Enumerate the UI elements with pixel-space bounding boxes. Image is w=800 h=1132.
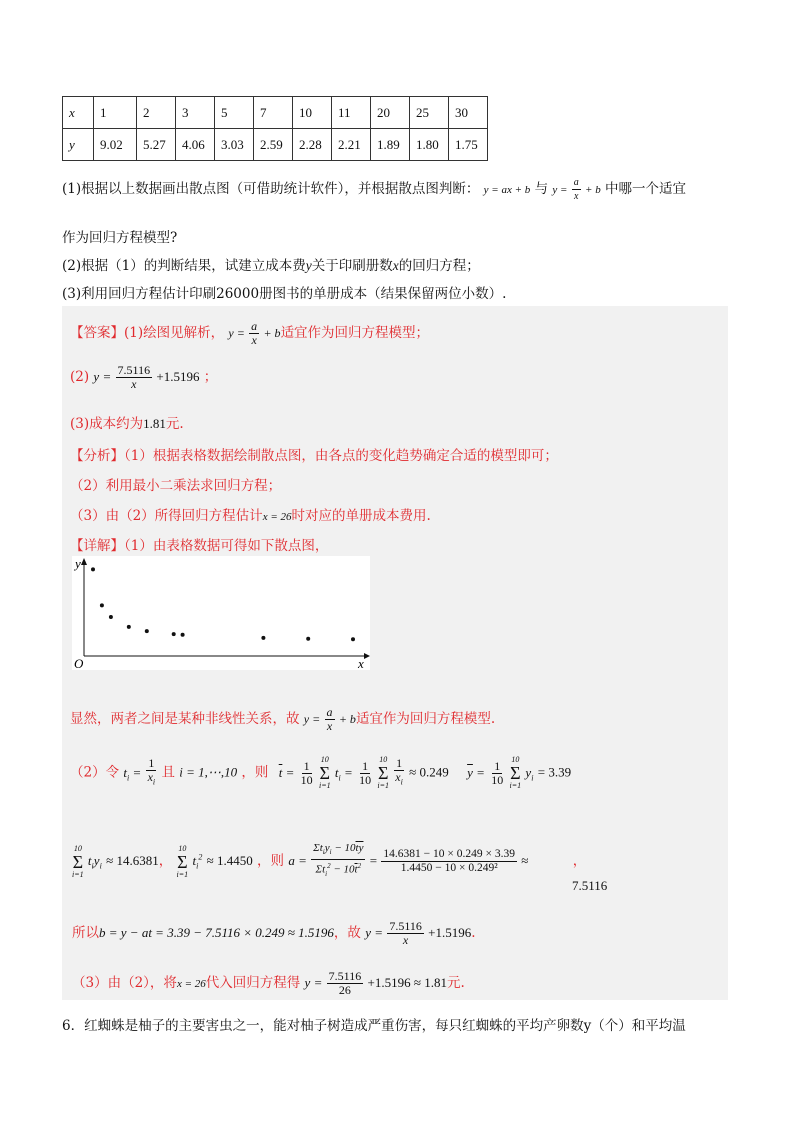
sum-ty-term: $t_iy_i$: [87, 853, 102, 871]
fraction-denominator: 1.4450 − 10 × 0.249²: [400, 862, 498, 875]
sigma-symbol: 10 Σ i=1: [176, 843, 189, 879]
fraction-numerator: 7.5116: [389, 919, 422, 933]
var-y: y: [305, 258, 312, 273]
a-result: 7.5116: [572, 878, 608, 893]
scatter-point: [172, 632, 176, 636]
answer-1-fraction: [249, 320, 259, 347]
sigma-symbol: 10 Σ i=1: [72, 843, 84, 879]
answer-2-rhs: +1.5196: [156, 369, 200, 384]
a-formula-frac: [311, 842, 365, 881]
model-inverse-lhs: y =: [552, 184, 568, 196]
y-cell: 2.59: [254, 129, 293, 161]
tbar-value: ≈ 0.249: [409, 764, 449, 780]
y-cell: 1.80: [410, 129, 449, 161]
question-1-end: 中哪一个适宜: [605, 181, 687, 197]
model-linear: y = ax + b: [483, 184, 531, 196]
step3-y: y =: [304, 975, 323, 990]
question-2-text: (2)根据（1）的判断结果，试建立成本费: [62, 258, 306, 274]
b-equation: b = y − at = 3.39 − 7.5116 × 0.249 ≈ 1.5196: [99, 925, 334, 940]
answer-line-1: [70, 320, 429, 347]
a-numeric-frac: [381, 848, 517, 875]
conclusion-text: 显然，两者之间是某种非线性关系，故: [70, 711, 300, 727]
fraction-denominator: x: [574, 191, 579, 202]
step2-ze: ，则: [241, 764, 269, 781]
answer-1-end: 适宜作为回归方程模型；: [280, 325, 430, 341]
step2-prefix: （2）令: [70, 764, 120, 781]
fraction-denominator: 26: [338, 983, 351, 997]
question-1-text: (1)根据以上数据画出散点图（可借助统计软件），并根据散点图判断：: [62, 181, 480, 197]
analysis-line-3: [70, 504, 431, 524]
fraction-denominator: x: [326, 719, 333, 733]
row-header-y: y: [63, 129, 94, 161]
fraction-denominator: $x_i$: [147, 770, 156, 787]
step3-text: （3）由（2），将: [72, 975, 177, 991]
row-header-x: x: [63, 97, 94, 129]
x-cell: 20: [371, 97, 410, 129]
fraction-denominator: x: [402, 933, 409, 947]
answer-2-fraction: [116, 364, 153, 391]
y-cell: 2.28: [293, 129, 332, 161]
analysis-3-end: 时对应的单册成本费用.: [291, 508, 431, 524]
fraction-denominator: x: [131, 377, 137, 391]
x-cell: 30: [449, 97, 488, 129]
question-1: [62, 176, 686, 203]
analysis-tag: 【分析】: [70, 448, 124, 464]
x-cell: 7: [254, 97, 293, 129]
detail-1-text: （1）由表格数据可得如下散点图，: [124, 538, 329, 554]
scatter-point: [351, 637, 355, 641]
fraction-numerator: 14.6381 − 10 × 0.249 × 3.39: [383, 848, 515, 861]
ti-symbol: $t_i$ =: [123, 764, 142, 783]
y-cell: 5.27: [137, 129, 176, 161]
question-3: (3)利用回归方程估计印刷26000册图书的单册成本（结果保留两位小数）.: [62, 286, 507, 302]
x-axis-arrow: [364, 653, 370, 659]
ti-fraction: [146, 757, 158, 788]
answer-2-y: y =: [93, 369, 112, 384]
a-equals: a =: [288, 853, 307, 869]
analysis-line-2: （2）利用最小二乘法求回归方程；: [70, 478, 282, 494]
sigma-symbol: 10 Σ i=1: [318, 755, 331, 790]
x-cell: 3: [176, 97, 215, 129]
answer-line-3: [70, 412, 184, 432]
scatter-point: [127, 625, 131, 629]
y-axis-label: y: [75, 556, 81, 571]
sum-ty-value: ≈ 14.6381: [106, 853, 159, 869]
y-cell: 1.89: [371, 129, 410, 161]
table-row-x: [63, 97, 488, 129]
answer-3-text: (3)成本约为: [70, 416, 144, 432]
detail-step2-line3: 所以b = y − at = 3.39 − 7.5116 × 0.249 ≈ 1.5196，故 y = $\frac{7.5116}{x}$ +1.5196.: [72, 919, 476, 947]
sigma-symbol: 10 Σ i=1: [377, 755, 389, 790]
step3-x: x = 26: [176, 978, 206, 990]
scatter-point: [261, 636, 265, 640]
detail-step3: [72, 970, 465, 997]
answer-3-value: 1.81: [143, 416, 166, 431]
x-cell: 25: [410, 97, 449, 129]
detail-tag: 【详解】: [70, 538, 124, 554]
sum-t2-value: ≈ 1.4450: [206, 853, 253, 869]
y-axis-arrow: [81, 558, 87, 565]
question-1-line2: 作为回归方程模型?: [62, 230, 178, 246]
conclusion-end: 适宜作为回归方程模型.: [355, 711, 496, 727]
answer-2-end: ；: [203, 369, 218, 385]
analysis-line-1: [70, 444, 558, 464]
analysis-3-text: （3）由（2）所得回归方程估计: [70, 508, 263, 524]
conclusion-model-lhs: y =: [303, 712, 321, 726]
model-inverse-rhs: + b: [585, 184, 601, 196]
scatter-point: [91, 567, 95, 571]
y-cell: 2.21: [332, 129, 371, 161]
x-cell: 5: [215, 97, 254, 129]
step2-range: i = 1,⋯,10: [179, 764, 238, 780]
fraction-denominator: x: [251, 333, 257, 347]
y-cell: 9.02: [94, 129, 137, 161]
fraction-numerator: 7.5116: [328, 969, 362, 983]
tbar-formula: $\overline{t}$ =: [278, 764, 295, 780]
question-1-and: 与: [534, 181, 549, 197]
x-cell: 11: [332, 97, 371, 129]
tbar-ti: $t_i$ =: [334, 764, 353, 783]
table-row-y: [63, 129, 488, 161]
y-cell: 1.75: [449, 129, 488, 161]
detail-step2-line2: 10 Σ i=1 $t_iy_i \approx 14.6381$， 10 Σ i=1 $t_i^2 \approx 1.4450$ ，则 a = $\frac{\Sigma t_iy_i - 10\overline{t}\overline{y}}{\Sigma t_i^2 - 10\overline{t}^2}$ = $\frac{14.6381 - 10 \times 0.249 \times 3.39}{\text{1.4450 − 10 × 0.249²}}$ ≈ ，: [72, 842, 586, 881]
scatter-point: [100, 603, 104, 607]
ybar-yi: $y_i$: [525, 764, 534, 783]
ybar-frac: $\frac{1}{10}$: [491, 758, 504, 787]
fraction-numerator: a: [326, 705, 333, 719]
scatter-points: [91, 567, 355, 641]
scatter-point: [145, 629, 149, 633]
scatter-plot-svg: [72, 556, 370, 670]
step3-end: 元.: [446, 975, 465, 991]
model-inverse-fraction: [572, 176, 581, 203]
data-table: [62, 96, 488, 161]
y-cell: 3.03: [215, 129, 254, 161]
ybar-value: = 3.39: [537, 764, 572, 780]
answer-tag: 【答案】: [70, 325, 124, 341]
answer-1-model-rhs: + b: [263, 326, 281, 340]
step3-frac: [327, 970, 364, 997]
suoyi-text: 所以: [72, 925, 99, 941]
tbar-frac-3: $\frac{1}{x_i}$: [395, 756, 403, 787]
answer-2-prefix: (2): [70, 369, 90, 385]
fraction-numerator: a: [573, 177, 579, 188]
detail-step2-line1: [70, 756, 571, 790]
scatter-point: [181, 633, 185, 637]
fraction-numerator: 7.5116: [117, 363, 151, 377]
ti-t: t: [123, 764, 128, 780]
step2-qie: 且: [161, 764, 175, 781]
x-cell: 10: [293, 97, 332, 129]
analysis-3-x: x = 26: [262, 511, 292, 523]
scatter-point: [109, 615, 113, 619]
question-2: [62, 254, 480, 274]
x-axis-label: x: [358, 656, 364, 670]
detail-line-1: [70, 534, 328, 554]
final-y: y =: [365, 925, 384, 940]
answer-3-end: 元.: [165, 416, 184, 432]
analysis-1-text: （1）根据表格数据绘制散点图，由各点的变化趋势确定合适的模型即可；: [124, 448, 558, 464]
final-rhs: +1.5196: [428, 925, 472, 940]
gu-text: ，故: [333, 925, 361, 941]
var-x: x: [392, 258, 399, 273]
scatter-chart: [72, 556, 370, 670]
step3-rhs: +1.5196 ≈ 1.81: [367, 975, 447, 990]
x-cell: 2: [137, 97, 176, 129]
sum-t2-term: $t_i^2$: [192, 852, 203, 871]
answer-1-text: (1)绘图见解析，: [124, 325, 225, 341]
y-cell: 4.06: [176, 129, 215, 161]
question-2-mid: 关于印刷册数: [311, 258, 393, 274]
step3-mid: 代入回归方程得: [205, 975, 301, 991]
conclusion-fraction: [325, 706, 335, 733]
sigma-symbol: 10 Σ i=1: [509, 755, 522, 790]
answer-line-2: [70, 364, 217, 391]
question-6: 6．红蜘蛛是柚子的主要害虫之一，能对柚子树造成严重伤害，每只红蜘蛛的平均产卵数y（个）和平均温: [62, 1018, 686, 1034]
fraction-denominator: $\Sigma t_i^2 - 10\overline{t}^2$: [315, 862, 362, 879]
detail-conclusion: [70, 706, 495, 733]
ybar-formula: $\overline{y}$ =: [467, 764, 485, 780]
question-2-end: 的回归方程；: [398, 258, 480, 274]
answer-1-model-lhs: y =: [228, 326, 245, 340]
conclusion-model-rhs: + b: [338, 712, 356, 726]
final-frac: [387, 920, 424, 947]
x-cell: 1: [94, 97, 137, 129]
scatter-point: [306, 637, 310, 641]
fraction-numerator: $\Sigma t_iy_i - 10\overline{t}\overline{y}$: [311, 842, 365, 860]
origin-label: O: [74, 656, 84, 670]
tbar-frac-2: $\frac{1}{10}$: [359, 758, 372, 787]
fraction-numerator: 1: [148, 756, 155, 771]
tbar-frac-1: $\frac{1}{10}$: [300, 758, 313, 787]
fraction-numerator: a: [251, 319, 258, 333]
